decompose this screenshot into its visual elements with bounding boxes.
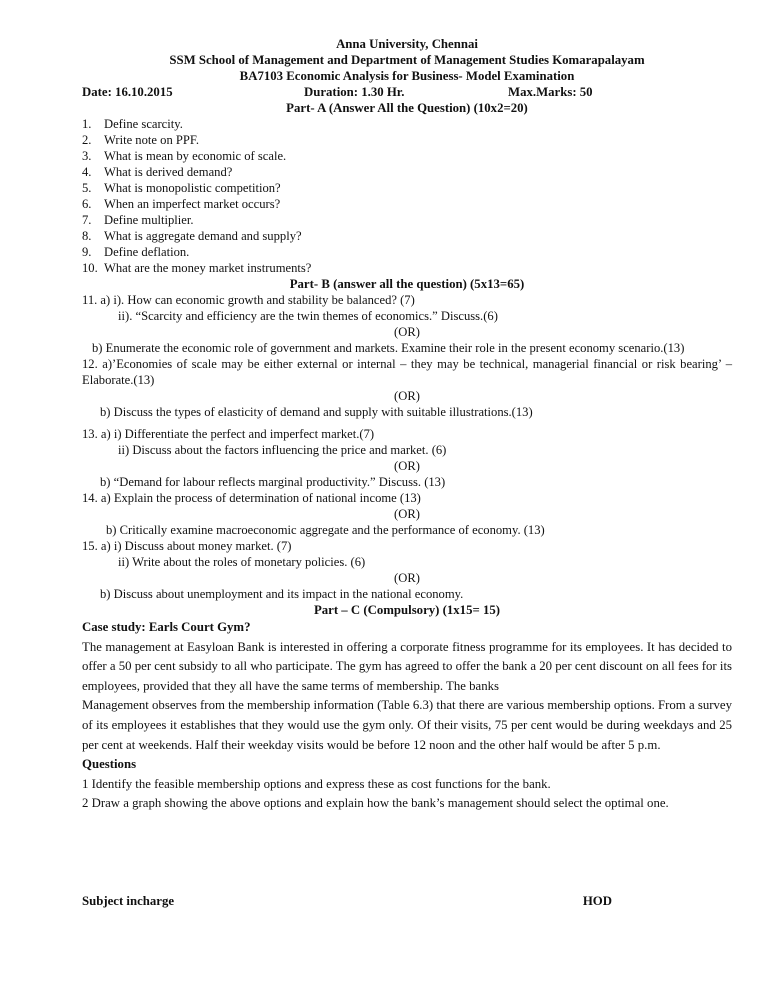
q15a-i: 15. a) i) Discuss about money market. (7) xyxy=(82,539,292,553)
q13a-i: 13. a) i) Differentiate the perfect and imperfect market.(7) xyxy=(82,427,375,441)
q12a: 12. a)’Economies of scale may be either external or internal – they may be technical, managerial financial or risk bearing’ – Elaborate.(13) xyxy=(82,357,732,387)
exam-title: BA7103 Economic Analysis for Business- Model Examination xyxy=(239,69,575,83)
exam-info-line xyxy=(82,84,732,100)
subject-incharge-label: Subject incharge xyxy=(82,894,175,908)
case-study-title: Case study: Earls Court Gym? xyxy=(82,620,251,634)
case-study-text: Management observes from the membership information (Table 6.3) that there are various membership options. From a survey of its employees it establishes that they would use the gym only. Of their visits, 75 per cent would be during weekdays and 25 per cent at weekends. Half their weekday visits would be before 12 noon and the other half would be after 5 p.m. xyxy=(82,698,732,752)
q13b: b) “Demand for labour reflects marginal productivity.” Discuss. (13) xyxy=(100,475,446,489)
exam-duration: Duration: 1.30 Hr. xyxy=(304,85,405,99)
or-separator: (OR) xyxy=(394,325,420,339)
exam-paper xyxy=(82,36,732,814)
part-a-question: 1. Define scarcity. xyxy=(82,117,183,131)
part-a-question: 7. Define multiplier. xyxy=(82,213,194,227)
part-a-question: 9. Define deflation. xyxy=(82,245,190,259)
part-a-question: 3. What is mean by economic of scale. xyxy=(82,149,287,163)
q14b: b) Critically examine macroeconomic aggregate and the performance of economy. (13) xyxy=(106,523,545,537)
case-study xyxy=(82,618,732,814)
part-a-question: 8. What is aggregate demand and supply? xyxy=(82,229,302,243)
questions-title: Questions xyxy=(82,757,137,772)
part-b-title: Part- B (answer all the question) (5x13=65) xyxy=(289,277,525,291)
exam-date: Date: 16.10.2015 xyxy=(82,85,173,99)
school-name: SSM School of Management and Department of Management Studies Komarapalayam xyxy=(169,53,645,67)
q12b: b) Discuss the types of elasticity of demand and supply with suitable illustrations.(13) xyxy=(100,405,533,419)
part-a-question: 6. When an imperfect market occurs? xyxy=(82,197,281,211)
university-name: Anna University, Chennai xyxy=(336,37,478,51)
or-separator: (OR) xyxy=(394,389,420,403)
case-study-text: The management at Easyloan Bank is interested in offering a corporate fitness programme for its employees. It has decided to offer a 50 per cent subsidy to all who participate. The gym has agreed to offer the bank a 20 per cent discount on all fees for its employees, provided that they all have the same terms of membership. The banks xyxy=(82,639,732,693)
or-separator: (OR) xyxy=(394,571,420,585)
part-a-title: Part- A (Answer All the Question) (10x2=20) xyxy=(286,101,528,115)
part-a-question: 4. What is derived demand? xyxy=(82,165,233,179)
part-a-question: 2. Write note on PPF. xyxy=(82,133,200,147)
q15a-ii: ii) Write about the roles of monetary policies. (6) xyxy=(118,555,366,569)
hod-label: HOD xyxy=(582,894,612,908)
q11a-i: 11. a) i). How can economic growth and stability be balanced? (7) xyxy=(82,293,415,307)
part-c-title: Part – C (Compulsory) (1x15= 15) xyxy=(313,603,501,617)
q14a: 14. a) Explain the process of determination of national income (13) xyxy=(82,491,421,505)
q11a-ii: ii). “Scarcity and efficiency are the twin themes of economics.” Discuss.(6) xyxy=(118,309,498,323)
case-question: 2 Draw a graph showing the above options and explain how the bank’s management should select the optimal one. xyxy=(82,796,669,811)
or-separator: (OR) xyxy=(394,507,420,521)
case-question: 1 Identify the feasible membership options and express these as cost functions for the bank. xyxy=(82,776,551,791)
q13a-ii: ii) Discuss about the factors influencing the price and market. (6) xyxy=(118,443,447,457)
part-a-question: 5. What is monopolistic competition? xyxy=(82,181,281,195)
or-separator: (OR) xyxy=(394,459,420,473)
part-a-question: 10. What are the money market instruments? xyxy=(82,261,312,275)
signature-line xyxy=(82,893,612,909)
part-a-list xyxy=(82,116,732,276)
q11b: b) Enumerate the economic role of government and markets. Examine their role in the present economy scenario.(13) xyxy=(92,341,685,355)
max-marks: Max.Marks: 50 xyxy=(508,85,593,99)
q15b: b) Discuss about unemployment and its impact in the national economy. xyxy=(100,587,464,601)
